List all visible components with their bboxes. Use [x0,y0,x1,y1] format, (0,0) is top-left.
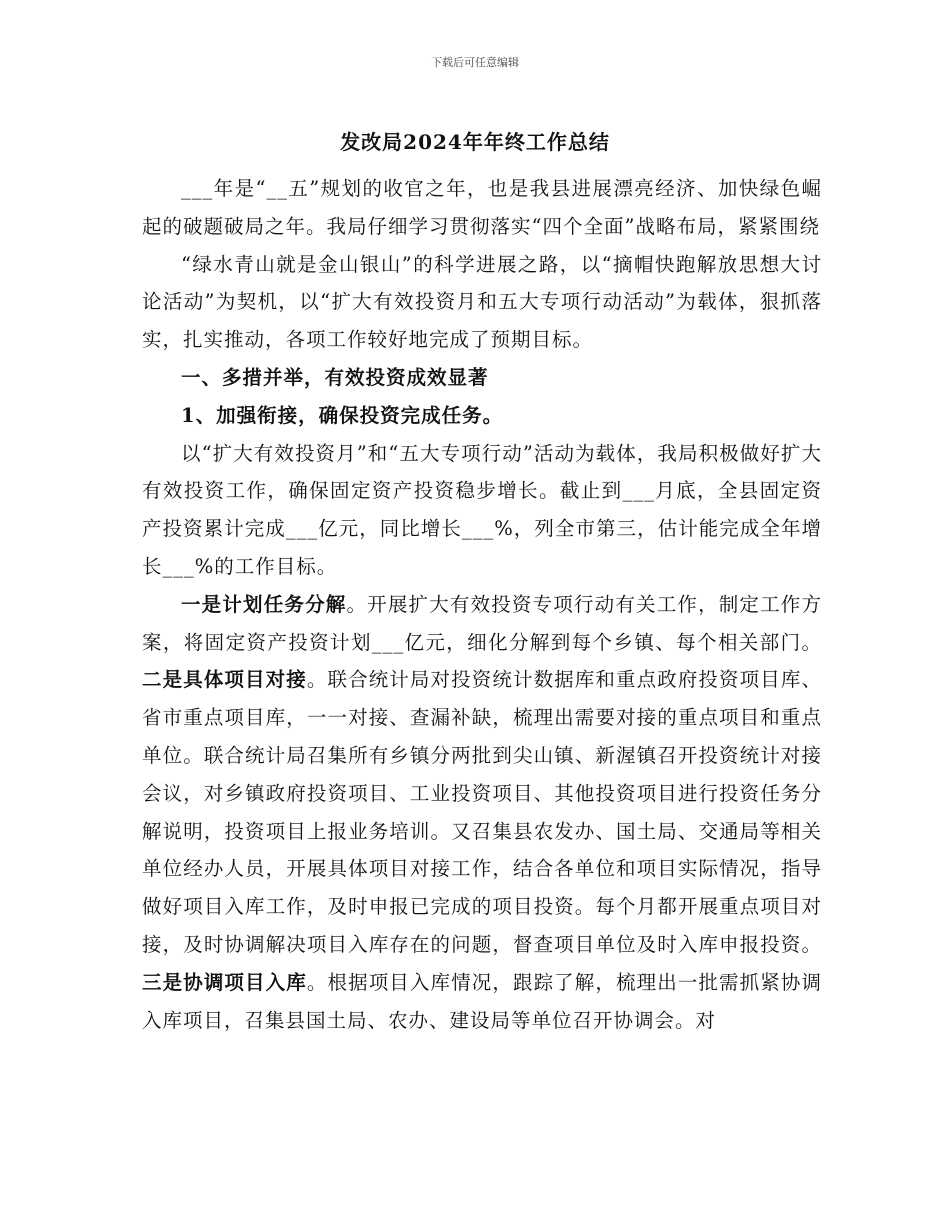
measure-1-text: 。开展扩大有效投资专项行动有关工作，制定工作方案，将固定资产投资计划___亿元，细化分解到每个乡镇、每个相关部门。 [142,592,822,654]
measure-3-text: 。根据项目入库情况，跟踪了解，梳理出一批需抓紧协调入库项目，召集县国土局、农办、建设局等单位召开协调会。对 [142,970,822,1032]
paragraph-intro: ___年是“__五”规划的收官之年，也是我县进展漂亮经济、加快绿色崛起的破题破局之年。我局仔细学习贯彻落实“四个全面”战略布局，紧紧围绕 [142,177,822,238]
page-header-note: 下载后可任意编辑 [431,56,519,69]
measure-3-label: 三是协调项目入库 [142,970,307,994]
measure-2-text: 。联合统计局对投资统计数据库和重点政府投资项目库、省市重点项目库，一一对接、查漏补缺，梳理出需要对接的重点项目和重点单位。联合统计局召集所有乡镇分两批到尖山镇、新渥镇召开投资统计对接会议，对乡镇政府投资项目、工业投资项目、其他投资项目进行投资任务分解说明，投资项目上报业务培训。又召集县农发办、国土局、交通局等相关单位经办人员，开展具体项目对接工作，结合各单位和项目实际情况，指导做好项目入库工作，及时申报已完成的项目投资。每个月都开展重点项目对接，及时协调解决项目入库存在的问题，督查项目单位及时入库申报投资。 [142,668,822,956]
measure-1-label: 一是计划任务分解 [181,592,347,616]
document-title: 发改局2024年年终工作总结 [340,130,610,154]
subsection-heading-1: 1、加强衔接，确保投资完成任务。 [181,403,504,427]
section-heading-1: 一、多措并举，有效投资成效显著 [181,365,489,389]
paragraph-investment: 以“扩大有效投资月”和“五大专项行动”活动为载体，我局积极做好扩大有效投资工作，确保固定资产投资稳步增长。截止到___月底，全县固定资产投资累计完成___亿元，同比增长___%，列全市第三，估计能完成全年增长___%的工作目标。 [142,441,822,578]
paragraph-measures [142,586,822,1040]
measure-2-label: 二是具体项目对接 [142,668,307,692]
document-body [142,170,822,1039]
paragraph-intro-continued: “绿水青山就是金山银山”的科学进展之路，以“摘帽快跑解放思想大讨论活动”为契机，以“扩大有效投资月和五大专项行动活动”为载体，狠抓落实，扎实推动，各项工作较好地完成了预期目标。 [142,252,822,352]
